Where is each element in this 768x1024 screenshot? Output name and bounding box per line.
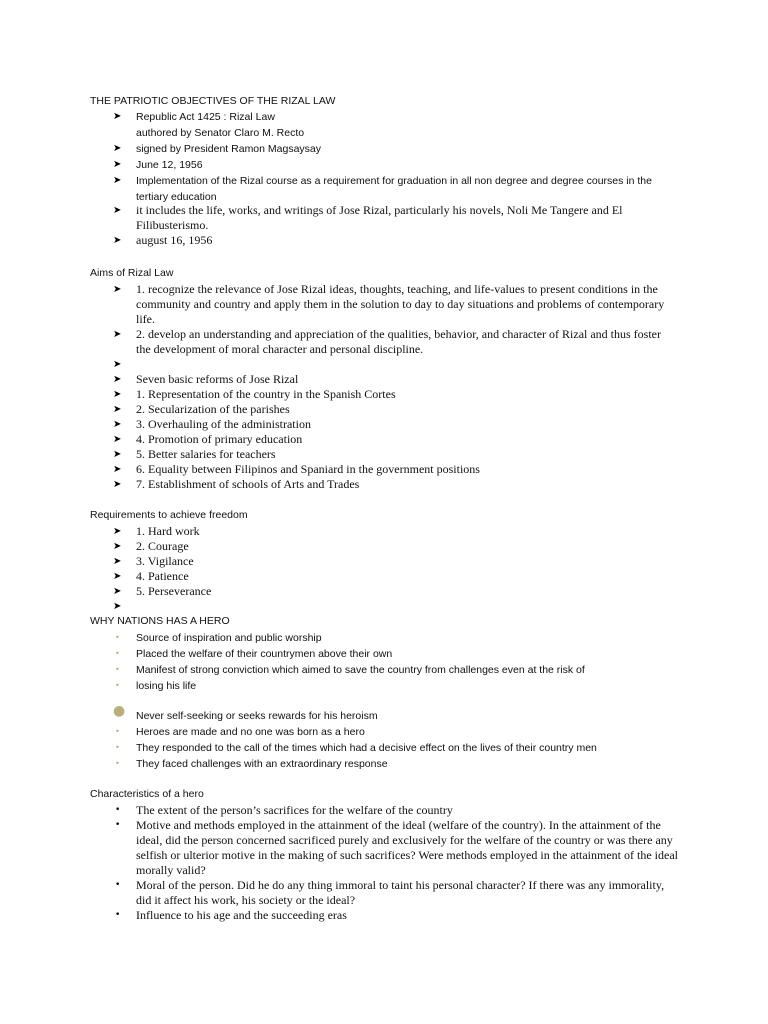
list-item: ➤ 1. recognize the relevance of Jose Rizal ideas, thoughts, teaching, and life-values to present conditions in the community and country and apply them in the solution to day to day situations and problems of contemporary life. [113, 282, 665, 326]
why-hero-list-b [0, 703, 768, 772]
arrow-bullet-icon: ➤ [113, 434, 122, 445]
list-item: ➤ 4. Promotion of primary education [113, 432, 303, 446]
list-item: ➤ June 12, 1956 [113, 159, 203, 171]
arrow-bullet-icon: ➤ [113, 143, 122, 154]
dot-bullet-icon: • [115, 633, 120, 642]
list-item: ➤ it includes the life, works, and writings of Jose Rizal, particularly his novels, Noli Me Tangere and El Filibusterismo. [113, 203, 623, 232]
dot-bullet-icon: • [115, 649, 120, 658]
disc-bullet-icon: • [115, 880, 121, 890]
dot-bullet-icon: • [115, 759, 120, 768]
dot-bullet-icon: • [115, 665, 120, 674]
list-item: • The extent of the person’s sacrifices for the welfare of the country [115, 803, 453, 817]
dot-bullet-icon: ● [113, 703, 126, 719]
disc-bullet-icon: • [115, 805, 121, 815]
list-item: ➤ 5. Better salaries for teachers [113, 447, 276, 461]
arrow-bullet-icon: ➤ [113, 389, 122, 400]
arrow-bullet-icon: ➤ [113, 556, 122, 567]
list-item: ➤ Seven basic reforms of Jose Rizal [113, 372, 299, 386]
list-item [0, 357, 768, 372]
list-item: authored by Senator Claro M. Recto [136, 127, 305, 139]
arrow-bullet-icon: ➤ [113, 464, 122, 475]
characteristics-list [0, 803, 768, 923]
list-item: • Source of inspiration and public worship [115, 632, 322, 644]
list-item: ➤ 5. Perseverance [113, 584, 212, 598]
arrow-bullet-icon: ➤ [113, 159, 122, 170]
list-item: ➤ 2. Secularization of the parishes [113, 402, 290, 416]
patriotic-list-serif [0, 203, 768, 248]
list-item: • Manifest of strong conviction which aimed to save the country from challenges even at the risk of [115, 664, 585, 676]
section-heading-why-hero: WHY NATIONS HAS A HERO [90, 615, 230, 627]
arrow-bullet-icon: ➤ [113, 175, 122, 186]
list-item: ➤ 3. Overhauling of the administration [113, 417, 311, 431]
requirements-list [0, 524, 768, 614]
arrow-bullet-icon: ➤ [113, 235, 122, 246]
arrow-bullet-icon: ➤ [113, 449, 122, 460]
arrow-bullet-icon: ➤ [113, 111, 122, 122]
list-item: ➤ 7. Establishment of schools of Arts and Trades [113, 477, 360, 491]
why-hero-list-a [0, 630, 768, 694]
list-item: • Moral of the person. Did he do any thing immoral to taint his personal character? If there was any immorality, did it affect his work, his society or the ideal? [115, 878, 665, 907]
arrow-bullet-icon: ➤ [113, 586, 122, 597]
list-item [0, 599, 768, 614]
section-heading-aims: Aims of Rizal Law [90, 267, 174, 279]
list-item: ➤ 1. Representation of the country in the Spanish Cortes [113, 387, 396, 401]
aims-list [0, 282, 768, 492]
list-item: • losing his life [115, 680, 197, 692]
list-item: • They faced challenges with an extraordinary response [115, 758, 388, 770]
arrow-bullet-icon: ➤ [113, 601, 122, 612]
arrow-bullet-icon: ➤ [113, 571, 122, 582]
section-heading-requirements: Requirements to achieve freedom [90, 509, 248, 521]
arrow-bullet-icon: ➤ [113, 374, 122, 385]
list-item: ➤ 4. Patience [113, 569, 189, 583]
patriotic-list [0, 109, 768, 205]
list-item: ● Never self-seeking or seeks rewards for his heroism [113, 703, 378, 722]
arrow-bullet-icon: ➤ [113, 404, 122, 415]
list-item: ➤ 3. Vigilance [113, 554, 194, 568]
arrow-bullet-icon: ➤ [113, 359, 122, 370]
list-item: ➤ signed by President Ramon Magsaysay [113, 143, 322, 155]
list-item: ➤ Implementation of the Rizal course as a requirement for graduation in all non degree and degree courses in the tertiary education [113, 175, 652, 203]
list-item: • Motive and methods employed in the attainment of the ideal (welfare of the country). In the attainment of the ideal, did the person concerned sacrificed purely and exclusively for the welfare of the country or was there any selfish or ulterior motive in the making of such sacrifices? Were methods employed in the attainment of the ideal morally valid? [115, 818, 678, 877]
list-item: ➤ 2. develop an understanding and appreciation of the qualities, behavior, and character of Rizal and thus foster the development of moral character and personal discipline. [113, 327, 661, 356]
list-item: ➤ 1. Hard work [113, 524, 200, 538]
disc-bullet-icon: • [115, 910, 121, 920]
arrow-bullet-icon: ➤ [113, 329, 122, 340]
list-item: • They responded to the call of the times which had a decisive effect on the lives of their country men [115, 742, 597, 754]
disc-bullet-icon: • [115, 820, 121, 830]
arrow-bullet-icon: ➤ [113, 526, 122, 537]
list-item: ➤ 6. Equality between Filipinos and Spaniard in the government positions [113, 462, 480, 476]
dot-bullet-icon: • [115, 681, 120, 690]
dot-bullet-icon: • [115, 743, 120, 752]
list-item: • Placed the welfare of their countrymen above their own [115, 648, 393, 660]
list-item: ➤ 2. Courage [113, 539, 189, 553]
dot-bullet-icon: • [115, 727, 120, 736]
arrow-bullet-icon: ➤ [113, 479, 122, 490]
list-item: • Influence to his age and the succeeding eras [115, 908, 347, 922]
arrow-bullet-icon: ➤ [113, 419, 122, 430]
list-item: ➤ Republic Act 1425 : Rizal Law [113, 111, 275, 123]
list-item: ➤ august 16, 1956 [113, 233, 213, 247]
list-item: • Heroes are made and no one was born as a hero [115, 726, 365, 738]
section-heading-characteristics: Characteristics of a hero [90, 788, 204, 800]
arrow-bullet-icon: ➤ [113, 541, 122, 552]
section-heading-patriotic: THE PATRIOTIC OBJECTIVES OF THE RIZAL LAW [90, 95, 336, 107]
arrow-bullet-icon: ➤ [113, 284, 122, 295]
arrow-bullet-icon: ➤ [113, 205, 122, 216]
